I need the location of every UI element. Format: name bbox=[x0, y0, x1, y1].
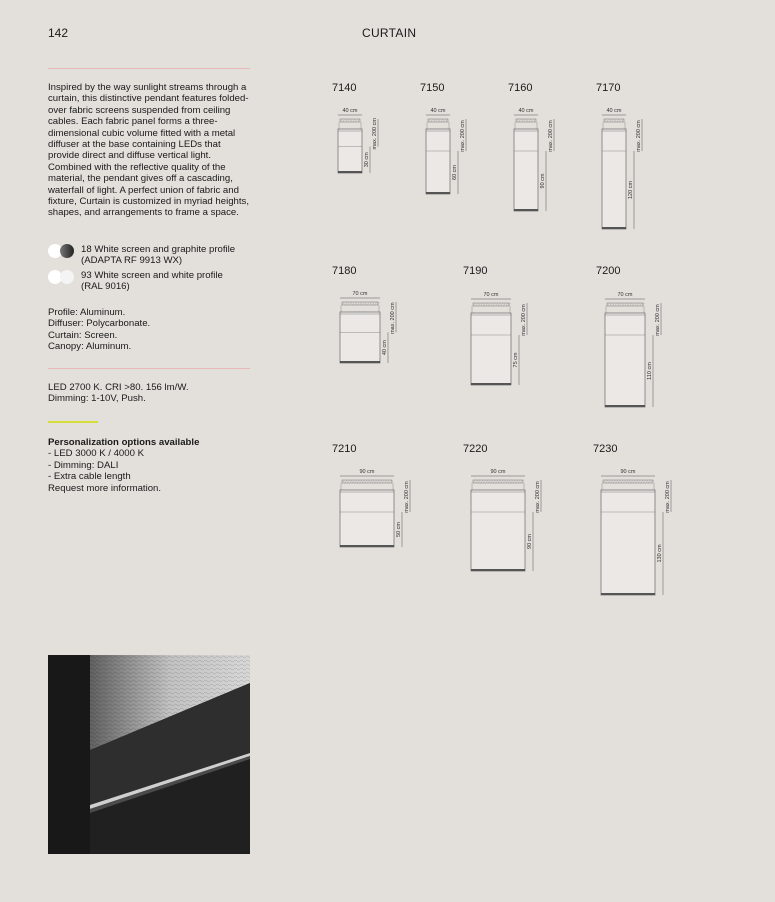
options-heading: Personalization options available bbox=[48, 437, 200, 448]
canopy-hatch bbox=[483, 303, 486, 306]
model-code: 7200 bbox=[596, 265, 621, 277]
canopy-hatch bbox=[518, 480, 521, 483]
max-length-label: max. 200 cm bbox=[655, 304, 661, 336]
divider bbox=[48, 368, 250, 369]
canopy-hatch bbox=[503, 480, 506, 483]
canopy-hatch bbox=[357, 302, 360, 305]
fixture-body bbox=[471, 490, 525, 571]
canopy-hatch bbox=[529, 119, 532, 122]
canopy-hatch bbox=[476, 303, 479, 306]
canopy-hatch bbox=[367, 302, 370, 305]
canopy-hatch bbox=[370, 302, 373, 305]
ceiling-canopy bbox=[342, 480, 392, 483]
finish-label: 18 White screen and graphite profile bbox=[81, 244, 236, 255]
canopy-hatch bbox=[521, 480, 524, 483]
canopy-hatch bbox=[355, 302, 358, 305]
max-length-label: max. 200 cm bbox=[390, 302, 396, 334]
max-length-label: max. 200 cm bbox=[636, 120, 642, 152]
canopy-hatch bbox=[513, 480, 516, 483]
canopy-hatch bbox=[630, 303, 633, 306]
diffuser-profile bbox=[340, 545, 394, 547]
finish-swatches bbox=[48, 270, 78, 284]
width-dimension-label: 40 cm bbox=[606, 108, 622, 114]
canopy-hatch bbox=[345, 302, 348, 305]
canopy-hatch bbox=[438, 119, 441, 122]
canopy-hatch bbox=[488, 480, 491, 483]
canopy-hatch bbox=[628, 480, 631, 483]
material-item: Diffuser: Polycarbonate. bbox=[48, 318, 151, 330]
technical-drawings bbox=[320, 95, 740, 615]
canopy-hatch bbox=[526, 119, 529, 122]
canopy-hatch bbox=[617, 119, 620, 122]
width-dimension-label: 70 cm bbox=[352, 291, 368, 297]
fixture-body bbox=[340, 490, 394, 547]
canopy-hatch bbox=[646, 480, 649, 483]
canopy-hatch bbox=[375, 480, 378, 483]
diffuser-profile bbox=[426, 192, 450, 194]
max-length-label: max. 200 cm bbox=[372, 118, 378, 150]
canopy-hatch bbox=[609, 119, 612, 122]
max-length-label: max. 200 cm bbox=[665, 481, 671, 513]
model-code: 7160 bbox=[508, 82, 533, 94]
canopy-hatch bbox=[493, 480, 496, 483]
canopy-hatch bbox=[377, 480, 380, 483]
page-number: 142 bbox=[48, 26, 69, 40]
materials-list bbox=[48, 307, 253, 353]
accent-divider bbox=[48, 421, 98, 423]
canopy-hatch bbox=[365, 480, 368, 483]
max-length-label: max. 200 cm bbox=[521, 304, 527, 336]
height-label: 130 cm bbox=[657, 544, 663, 563]
canopy-hatch bbox=[498, 303, 501, 306]
height-label: 90 cm bbox=[540, 173, 546, 189]
canopy-hatch bbox=[347, 480, 350, 483]
canopy-hatch bbox=[372, 480, 375, 483]
height-label: 30 cm bbox=[364, 152, 370, 168]
canopy-hatch bbox=[382, 480, 385, 483]
canopy-hatch bbox=[521, 119, 524, 122]
canopy-hatch bbox=[607, 119, 610, 122]
diffuser-profile bbox=[601, 593, 655, 595]
canopy-hatch bbox=[473, 303, 476, 306]
max-length-label: max. 200 cm bbox=[535, 481, 541, 513]
canopy-hatch bbox=[636, 480, 639, 483]
led-specs bbox=[48, 382, 253, 405]
fixture-body bbox=[602, 129, 626, 229]
canopy-hatch bbox=[375, 302, 378, 305]
material-item: Profile: Aluminum. bbox=[48, 307, 126, 318]
canopy-hatch bbox=[428, 119, 431, 122]
max-length-label: max. 200 cm bbox=[460, 120, 466, 152]
canopy-hatch bbox=[370, 480, 373, 483]
width-dimension-label: 90 cm bbox=[620, 469, 636, 475]
canopy-hatch bbox=[610, 303, 613, 306]
canopy-hatch bbox=[622, 119, 625, 122]
diffuser-profile bbox=[605, 405, 645, 407]
width-dimension-label: 90 cm bbox=[359, 469, 375, 475]
canopy-hatch bbox=[608, 480, 611, 483]
canopy-hatch bbox=[486, 303, 489, 306]
canopy-hatch bbox=[362, 480, 365, 483]
canopy-hatch bbox=[606, 480, 609, 483]
option-item: - Dimming: DALI bbox=[48, 459, 119, 471]
max-length-label: max. 200 cm bbox=[404, 481, 410, 513]
fixture-body bbox=[514, 129, 538, 211]
canopy-hatch bbox=[616, 480, 619, 483]
height-label: 110 cm bbox=[647, 362, 653, 380]
canopy-hatch bbox=[516, 119, 519, 122]
canopy-hatch bbox=[496, 480, 499, 483]
canopy-hatch bbox=[612, 303, 615, 306]
canopy-hatch bbox=[516, 480, 519, 483]
canopy-hatch bbox=[623, 480, 626, 483]
canopy-hatch bbox=[352, 480, 355, 483]
canopy-hatch bbox=[622, 303, 625, 306]
canopy-hatch bbox=[342, 480, 345, 483]
height-label: 75 cm bbox=[513, 352, 519, 368]
canopy-hatch bbox=[493, 303, 496, 306]
canopy-hatch bbox=[478, 303, 481, 306]
ceiling-canopy bbox=[603, 480, 653, 483]
canopy-hatch bbox=[635, 303, 638, 306]
fixture-body bbox=[340, 312, 380, 363]
ceiling-canopy bbox=[473, 480, 523, 483]
height-label: 90 cm bbox=[527, 534, 533, 549]
canopy-hatch bbox=[491, 480, 494, 483]
canopy-hatch bbox=[621, 480, 624, 483]
canopy-hatch bbox=[446, 119, 449, 122]
canopy-hatch bbox=[620, 303, 623, 306]
led-spec-line: LED 2700 K. CRI >80. 156 lm/W. bbox=[48, 382, 189, 393]
canopy-hatch bbox=[357, 480, 360, 483]
canopy-hatch bbox=[617, 303, 620, 306]
canopy-hatch bbox=[372, 302, 375, 305]
material-item: Curtain: Screen. bbox=[48, 329, 118, 341]
canopy-hatch bbox=[534, 119, 537, 122]
canopy-hatch bbox=[615, 303, 618, 306]
canopy-hatch bbox=[345, 119, 348, 122]
canopy-hatch bbox=[506, 480, 509, 483]
intro-text: Inspired by the way sunlight streams through a curtain, this distinctive pendant features folded-over fabric screens suspended from ceiling cables. Each fabric panel forms a three-dimensional cubic volume fitted with a metal diffuser at the base containing LEDs that provide direct and diffuse vertical light. Combined with the reflective quality of the material, the pendant gives off a cascading, waterfall of light. A perfect union of fabric and fixture, Curtain is customized in myriad heights, shapes, and arrangements to frame a space. bbox=[48, 82, 250, 219]
canopy-hatch bbox=[607, 303, 610, 306]
material-item: Canopy: Aluminum. bbox=[48, 341, 132, 353]
canopy-hatch bbox=[491, 303, 494, 306]
width-dimension-label: 90 cm bbox=[490, 469, 506, 475]
canopy-hatch bbox=[353, 119, 356, 122]
canopy-hatch bbox=[360, 302, 363, 305]
canopy-hatch bbox=[362, 302, 365, 305]
finish-swatches bbox=[48, 244, 78, 258]
canopy-hatch bbox=[637, 303, 640, 306]
canopy-hatch bbox=[501, 480, 504, 483]
canopy-hatch bbox=[355, 480, 358, 483]
canopy-hatch bbox=[503, 303, 506, 306]
option-item: Request more information. bbox=[48, 482, 162, 494]
width-dimension-label: 70 cm bbox=[483, 292, 499, 298]
canopy-hatch bbox=[433, 119, 436, 122]
canopy-hatch bbox=[524, 119, 527, 122]
canopy-hatch bbox=[498, 480, 501, 483]
option-item: - LED 3000 K / 4000 K bbox=[48, 448, 144, 460]
canopy-hatch bbox=[501, 303, 504, 306]
product-photo bbox=[48, 655, 250, 854]
led-spec-line: Dimming: 1-10V, Push. bbox=[48, 393, 146, 405]
width-dimension-label: 40 cm bbox=[342, 108, 358, 114]
max-length-label: max. 200 cm bbox=[548, 120, 554, 152]
finish-code: (ADAPTA RF 9913 WX) bbox=[81, 255, 183, 267]
model-code: 7180 bbox=[332, 265, 357, 277]
canopy-hatch bbox=[511, 480, 514, 483]
height-label: 50 cm bbox=[396, 522, 402, 537]
canopy-hatch bbox=[443, 119, 446, 122]
canopy-hatch bbox=[632, 303, 635, 306]
canopy-hatch bbox=[488, 303, 491, 306]
personalization-options bbox=[48, 437, 253, 494]
canopy-hatch bbox=[641, 480, 644, 483]
diffuser-profile bbox=[471, 569, 525, 571]
model-code: 7230 bbox=[593, 443, 618, 455]
swatch-white bbox=[60, 270, 74, 284]
canopy-hatch bbox=[633, 480, 636, 483]
canopy-hatch bbox=[473, 480, 476, 483]
model-code: 7170 bbox=[596, 82, 621, 94]
canopy-hatch bbox=[350, 302, 353, 305]
height-label: 60 cm bbox=[452, 165, 458, 180]
height-label: 40 cm bbox=[382, 340, 388, 356]
canopy-hatch bbox=[483, 480, 486, 483]
canopy-hatch bbox=[643, 480, 646, 483]
canopy-hatch bbox=[627, 303, 630, 306]
canopy-hatch bbox=[611, 480, 614, 483]
canopy-hatch bbox=[631, 480, 634, 483]
canopy-hatch bbox=[508, 480, 511, 483]
canopy-hatch bbox=[519, 119, 522, 122]
canopy-hatch bbox=[612, 119, 615, 122]
canopy-hatch bbox=[343, 119, 346, 122]
canopy-hatch bbox=[619, 119, 622, 122]
fixture-body bbox=[338, 129, 362, 173]
width-dimension-label: 40 cm bbox=[430, 108, 446, 114]
model-code: 7210 bbox=[332, 443, 357, 455]
canopy-hatch bbox=[345, 480, 348, 483]
swatch-graphite bbox=[60, 244, 74, 258]
canopy-hatch bbox=[352, 302, 355, 305]
diffuser-profile bbox=[602, 227, 626, 229]
canopy-hatch bbox=[478, 480, 481, 483]
canopy-hatch bbox=[651, 480, 654, 483]
canopy-hatch bbox=[350, 119, 353, 122]
canopy-hatch bbox=[614, 119, 617, 122]
canopy-hatch bbox=[638, 480, 641, 483]
canopy-hatch bbox=[481, 303, 484, 306]
canopy-hatch bbox=[506, 303, 509, 306]
canopy-hatch bbox=[360, 480, 363, 483]
model-code: 7190 bbox=[463, 265, 488, 277]
canopy-hatch bbox=[358, 119, 361, 122]
width-dimension-label: 70 cm bbox=[617, 292, 633, 298]
canopy-hatch bbox=[604, 119, 607, 122]
height-label: 120 cm bbox=[628, 180, 634, 200]
canopy-hatch bbox=[436, 119, 439, 122]
canopy-hatch bbox=[441, 119, 444, 122]
canopy-hatch bbox=[342, 302, 345, 305]
canopy-hatch bbox=[347, 302, 350, 305]
canopy-hatch bbox=[387, 480, 390, 483]
page-title: CURTAIN bbox=[362, 26, 417, 40]
diffuser-profile bbox=[338, 171, 362, 173]
canopy-hatch bbox=[348, 119, 351, 122]
canopy-hatch bbox=[365, 302, 368, 305]
canopy-hatch bbox=[390, 480, 393, 483]
canopy-hatch bbox=[476, 480, 479, 483]
finish-label: 93 White screen and white profile bbox=[81, 270, 223, 281]
canopy-hatch bbox=[367, 480, 370, 483]
canopy-hatch bbox=[626, 480, 629, 483]
diffuser-profile bbox=[514, 209, 538, 211]
canopy-hatch bbox=[531, 119, 534, 122]
canopy-hatch bbox=[496, 303, 499, 306]
fixture-body bbox=[426, 129, 450, 194]
canopy-hatch bbox=[613, 480, 616, 483]
model-code: 7150 bbox=[420, 82, 445, 94]
canopy-hatch bbox=[648, 480, 651, 483]
fixture-body bbox=[605, 313, 645, 407]
finish-code: (RAL 9016) bbox=[81, 281, 130, 293]
diffuser-profile bbox=[340, 361, 380, 363]
canopy-hatch bbox=[380, 480, 383, 483]
canopy-hatch bbox=[355, 119, 358, 122]
model-code: 7140 bbox=[332, 82, 357, 94]
fixture-body bbox=[601, 490, 655, 595]
divider bbox=[48, 68, 250, 69]
fixture-body bbox=[471, 313, 511, 385]
canopy-hatch bbox=[340, 119, 343, 122]
canopy-hatch bbox=[603, 480, 606, 483]
canopy-hatch bbox=[481, 480, 484, 483]
canopy-hatch bbox=[385, 480, 388, 483]
canopy-hatch bbox=[640, 303, 643, 306]
canopy-hatch bbox=[431, 119, 434, 122]
canopy-hatch bbox=[350, 480, 353, 483]
model-code: 7220 bbox=[463, 443, 488, 455]
canopy-hatch bbox=[618, 480, 621, 483]
diffuser-profile bbox=[471, 383, 511, 385]
canopy-hatch bbox=[486, 480, 489, 483]
option-item: - Extra cable length bbox=[48, 471, 131, 483]
canopy-hatch bbox=[625, 303, 628, 306]
width-dimension-label: 40 cm bbox=[518, 108, 534, 114]
